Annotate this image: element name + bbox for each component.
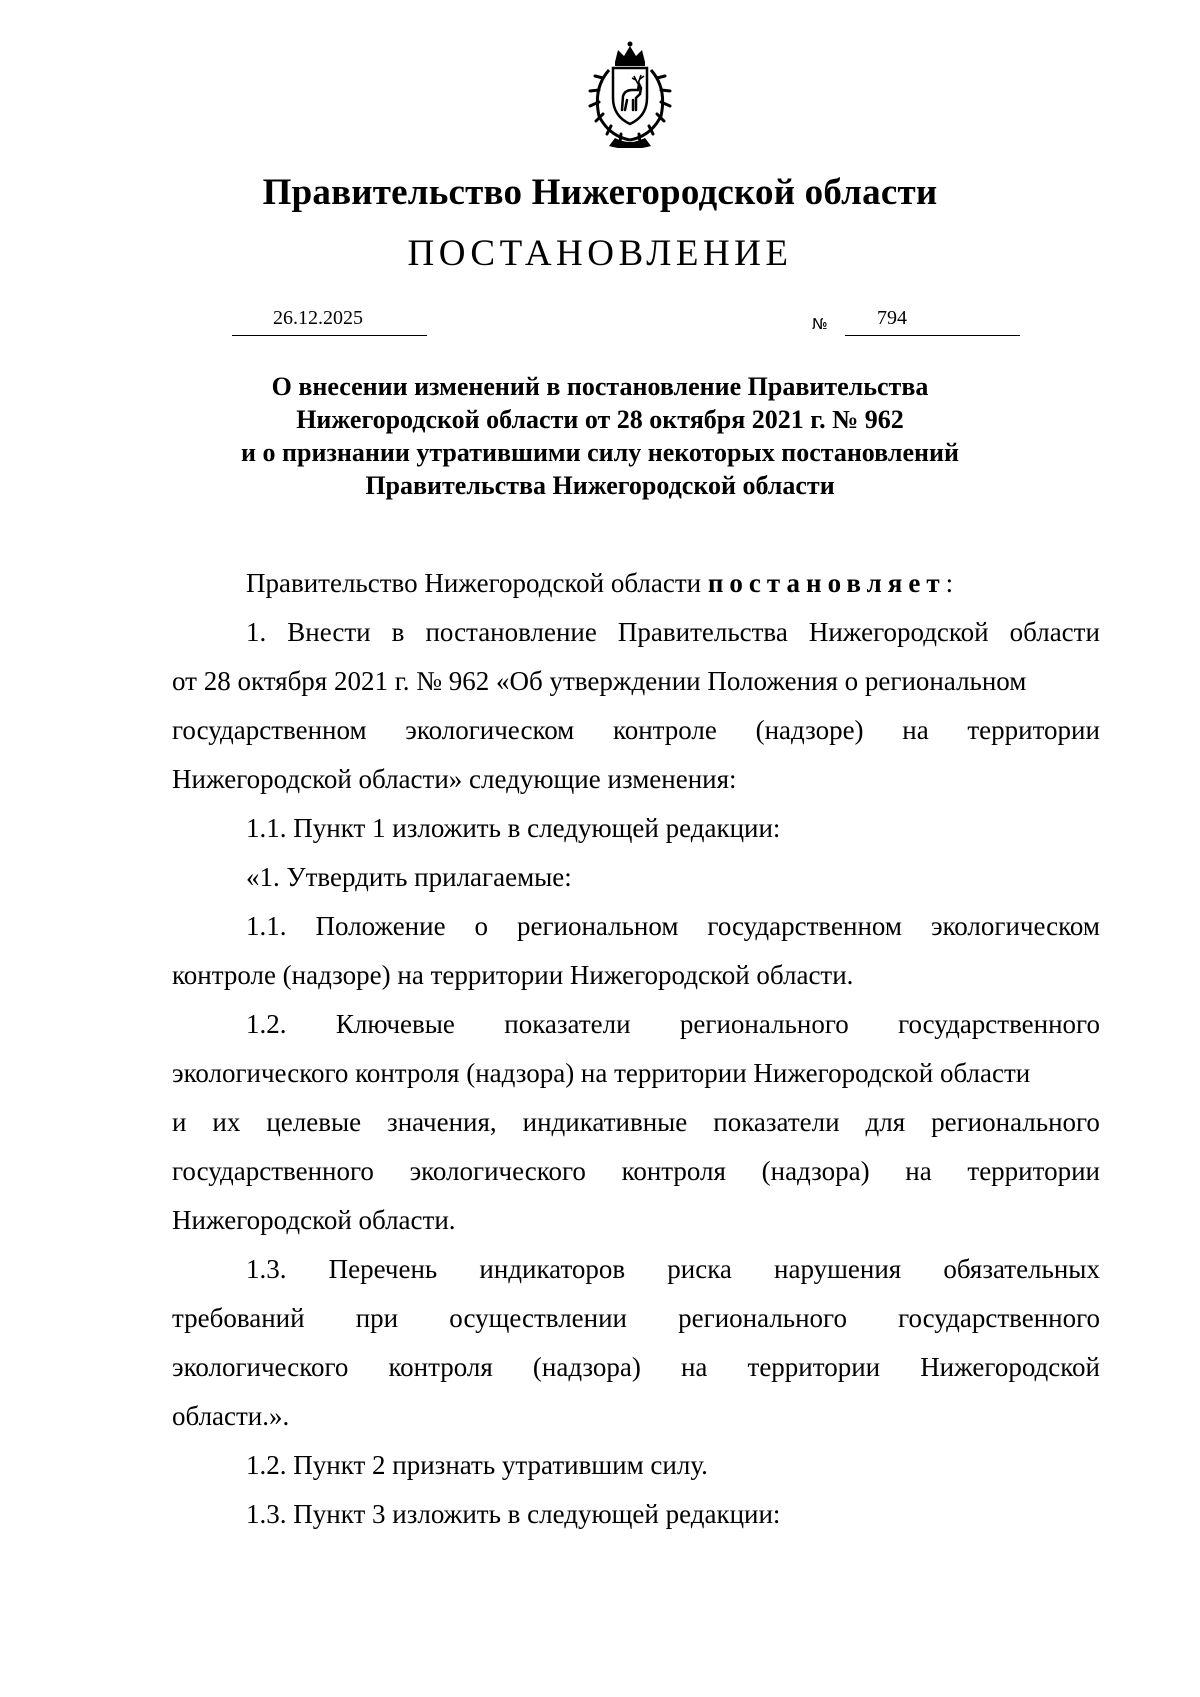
word: 1.1.: [246, 911, 287, 941]
word: экологическом: [930, 911, 1100, 941]
word: их: [212, 1107, 241, 1137]
word: на: [902, 715, 929, 745]
preamble: [172, 568, 1174, 602]
paragraph-line: Нижегородской области.: [172, 1205, 456, 1235]
document-title: [200, 370, 1000, 502]
word: постановление: [425, 617, 597, 647]
preamble-text: Правительство Нижегородской области: [246, 568, 708, 598]
word: регионального: [678, 1303, 847, 1333]
word: Нижегородской: [920, 1352, 1100, 1382]
paragraph-line: 1.2. Пункт 2 признать утратившим силу.: [246, 1450, 708, 1480]
paragraph-line: контроле (надзоре) на территории Нижегородской области.: [172, 960, 854, 990]
word: индикаторов: [479, 1254, 626, 1284]
paragraph-line: Нижегородской области» следующие изменения:: [172, 764, 737, 794]
word: обязательных: [943, 1254, 1100, 1284]
paragraph-line: «1. Утвердить прилагаемые:: [246, 862, 572, 892]
word: государственного: [172, 1156, 374, 1186]
document-type: ПОСТАНОВЛЕНИЕ: [407, 233, 793, 274]
word: в: [391, 617, 405, 647]
paragraph-line: [172, 1107, 1100, 1141]
word: государственном: [707, 911, 902, 941]
word: нарушения: [774, 1254, 902, 1284]
paragraph-line: 1.1. Пункт 1 изложить в следующей редакции:: [246, 813, 781, 843]
word: на: [905, 1156, 932, 1186]
word: контроля: [388, 1352, 493, 1382]
word: региональном: [516, 911, 679, 941]
word: (надзора): [532, 1352, 641, 1382]
paragraph-line: области.».: [172, 1401, 290, 1431]
title-line: О внесении изменений в постановление Правительства: [271, 372, 929, 401]
word: (надзоре): [755, 715, 864, 745]
preamble-emphasis: постановляет: [707, 568, 946, 598]
word: о: [474, 911, 489, 941]
paragraph-line: [172, 715, 1100, 749]
word: экологического: [409, 1156, 586, 1186]
word: Внести: [287, 617, 371, 647]
word: государственном: [172, 715, 367, 745]
word: индикативные: [522, 1107, 688, 1137]
word: регионального: [931, 1107, 1100, 1137]
paragraph-line: [172, 1352, 1100, 1386]
word: государственного: [898, 1303, 1100, 1333]
word: контроля: [621, 1156, 726, 1186]
word: территории: [747, 1352, 881, 1382]
title-line: и о признании утратившими силу некоторых постановлений: [241, 438, 959, 467]
word: целевые: [266, 1107, 362, 1137]
document-number: 794: [877, 307, 907, 329]
number-field: [845, 305, 1020, 336]
word: территории: [967, 715, 1100, 745]
paragraph-line: [172, 1303, 1100, 1337]
word: требований: [172, 1303, 305, 1333]
word: 1.3.: [246, 1254, 287, 1284]
word: 1.2.: [246, 1009, 287, 1039]
word: риска: [667, 1254, 732, 1284]
paragraph-line: [172, 1254, 1100, 1288]
word: области: [1009, 617, 1100, 647]
word: на: [680, 1352, 708, 1382]
paragraph-line: [172, 1156, 1100, 1190]
word: государственного: [898, 1009, 1100, 1039]
word: значения,: [387, 1107, 497, 1137]
word: регионального: [679, 1009, 849, 1039]
word: экологического: [172, 1352, 349, 1382]
word: показатели: [504, 1009, 631, 1039]
date-field: [232, 305, 427, 336]
word: экологическом: [405, 715, 575, 745]
paragraph-line: экологического контроля (надзора) на территории Нижегородской области: [172, 1058, 1031, 1088]
word: для: [865, 1107, 906, 1137]
word: Перечень: [328, 1254, 438, 1284]
paragraph-line: [172, 617, 1100, 651]
word: показатели: [713, 1107, 840, 1137]
organization-name: Правительство Нижегородской области: [262, 172, 938, 213]
paragraph-line: [172, 1009, 1100, 1043]
word: (надзора): [761, 1156, 870, 1186]
word: Нижегородской: [808, 617, 989, 647]
paragraph-line: [172, 911, 1100, 945]
document-date: 26.12.2025: [273, 307, 363, 329]
word: контроле: [612, 715, 717, 745]
word: территории: [967, 1156, 1100, 1186]
word: Правительства: [617, 617, 788, 647]
preamble-end: :: [945, 568, 954, 598]
word: 1.: [246, 617, 267, 647]
title-line: Нижегородской области от 28 октября 2021 г. № 962: [296, 405, 904, 434]
number-sign: №: [812, 315, 828, 333]
paragraph-line: 1.3. Пункт 3 изложить в следующей редакции:: [246, 1499, 781, 1529]
word: Положение: [315, 911, 446, 941]
coat-of-arms-emblem: [575, 38, 685, 148]
paragraph-line: от 28 октября 2021 г. № 962 «Об утверждении Положения о региональном: [172, 666, 1027, 696]
word: и: [172, 1107, 187, 1137]
word: при: [355, 1303, 399, 1333]
word: Ключевые: [335, 1009, 455, 1039]
title-line: Правительства Нижегородской области: [365, 471, 835, 500]
word: осуществлении: [449, 1303, 627, 1333]
